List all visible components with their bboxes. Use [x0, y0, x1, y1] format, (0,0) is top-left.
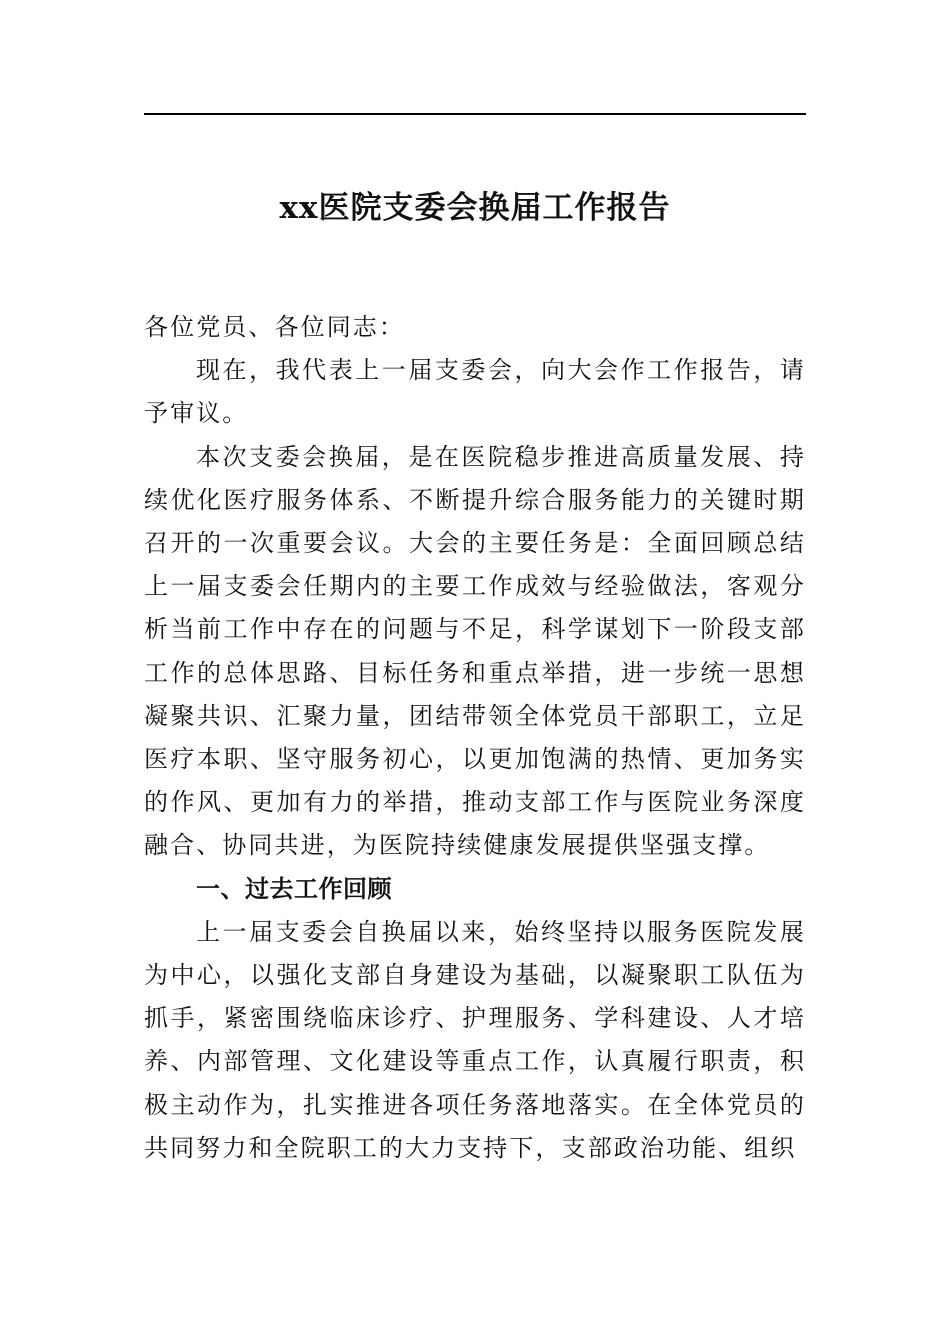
paragraph-intro: 现在，我代表上一届支委会，向大会作工作报告，请予审议。	[144, 356, 806, 428]
document-title: xx医院支委会换届工作报告	[279, 190, 671, 226]
header-rule	[144, 113, 806, 115]
paragraph-review: 上一届支委会自换届以来，始终坚持以服务医院发展为中心，以强化支部自身建设为基础，以凝聚职工队伍为抓手，紧密围绕临床诊疗、护理服务、学科建设、人才培养、内部管理、文化建设等重点工作，认真履行职责，积极主动作为，扎实推进各项任务落地落实。在全体党员的共同努力和全院职工的大力支持下，支部政治功能、组织	[144, 917, 806, 1162]
salutation: 各位党员、各位同志：	[144, 313, 405, 341]
paragraph-purpose: 本次支委会换届，是在医院稳步推进高质量发展、持续优化医疗服务体系、不断提升综合服务能力的关键时期召开的一次重要会议。大会的主要任务是：全面回顾总结上一届支委会任期内的主要工作成效与经验做法，客观分析当前工作中存在的问题与不足，科学谋划下一阶段支部工作的总体思路、目标任务和重点举措，进一步统一思想凝聚共识、汇聚力量，团结带领全体党员干部职工，立足医疗本职、坚守服务初心，以更加饱满的热情、更加务实的作风、更加有力的举措，推动支部工作与医院业务深度融合、协同共进，为医院持续健康发展提供坚强支撑。	[144, 442, 806, 860]
section-heading: 一、过去工作回顾	[196, 874, 392, 903]
document-body	[144, 306, 806, 1170]
